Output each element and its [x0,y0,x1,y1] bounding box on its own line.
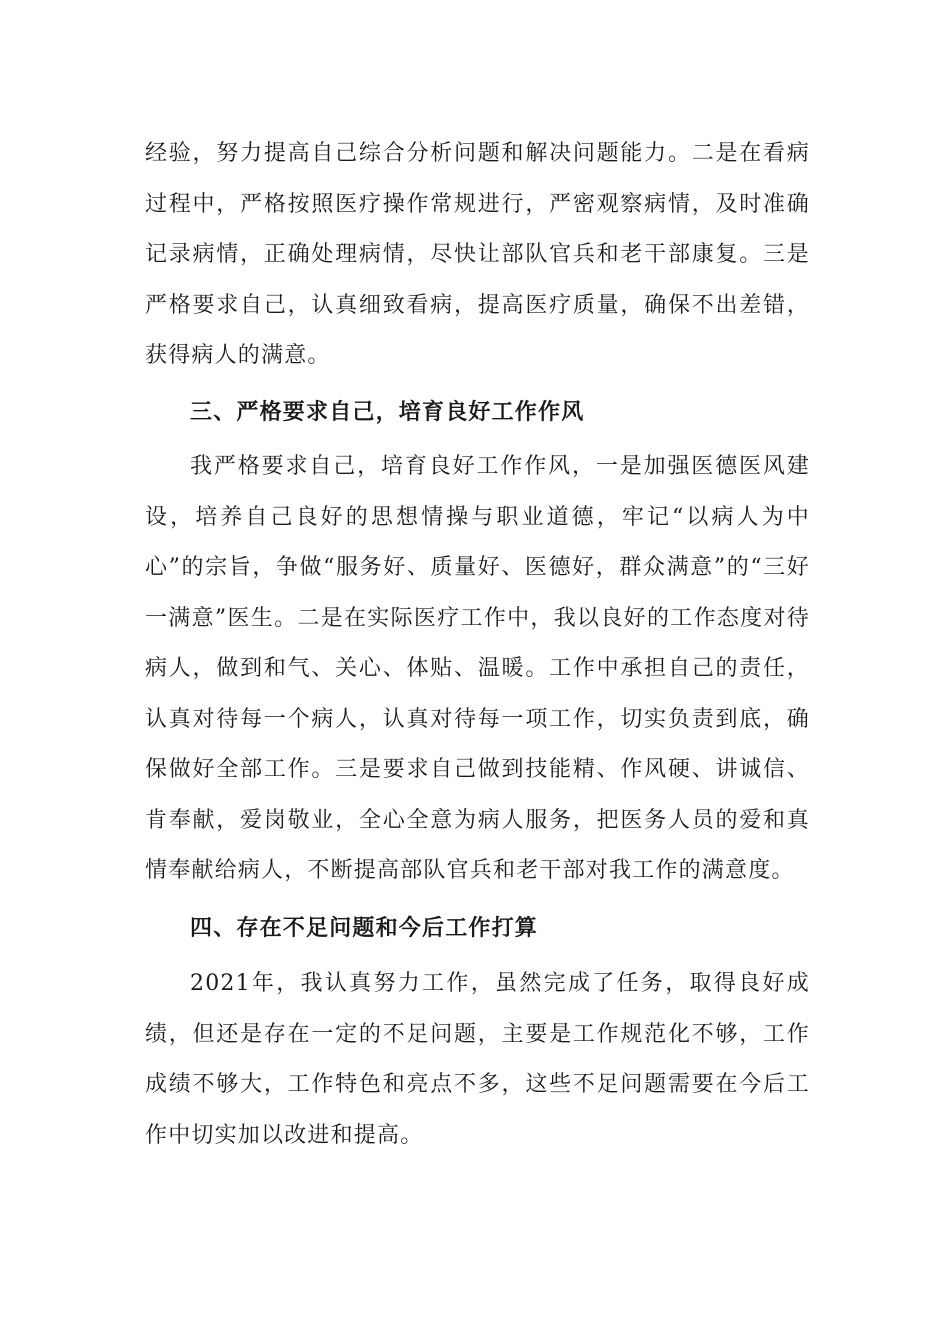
paragraph-section-3: 我严格要求自己，培育良好工作作风，一是加强医德医风建设，培养自己良好的思想情操与职业道德，牢记“以病人为中心”的宗旨，争做“服务好、质量好、医德好，群众满意”的“三好一满意”医生。二是在实际医疗工作中，我以良好的工作态度对待病人，做到和气、关心、体贴、温暖。工作中承担自己的责任，认真对待每一个病人，认真对待每一项工作，切实负责到底，确保做好全部工作。三是要求自己做到技能精、作风硬、讲诚信、肯奉献，爱岗敬业，全心全意为病人服务，把医务人员的爱和真情奉献给病人，不断提高部队官兵和老干部对我工作的满意度。 [145,454,810,883]
paragraph-section-4: 2021年，我认真努力工作，虽然完成了任务，取得良好成绩，但还是存在一定的不足问题，主要是工作规范化不够，工作成绩不够大，工作特色和亮点不多，这些不足问题需要在今后工作中切实加以改进和提高。 [145,971,810,1148]
document-body [145,129,810,1161]
section-heading-3: 三、严格要求自己，培育良好工作作风 [190,398,585,425]
section-heading-4: 四、存在不足问题和今后工作打算 [190,914,539,941]
paragraph-continued: 经验，努力提高自己综合分析问题和解决问题能力。二是在看病过程中，严格按照医疗操作常规进行，严密观察病情，及时准确记录病情，正确处理病情，尽快让部队官兵和老干部康复。三是严格要求自己，认真细致看病，提高医疗质量，确保不出差错，获得病人的满意。 [145,141,810,368]
